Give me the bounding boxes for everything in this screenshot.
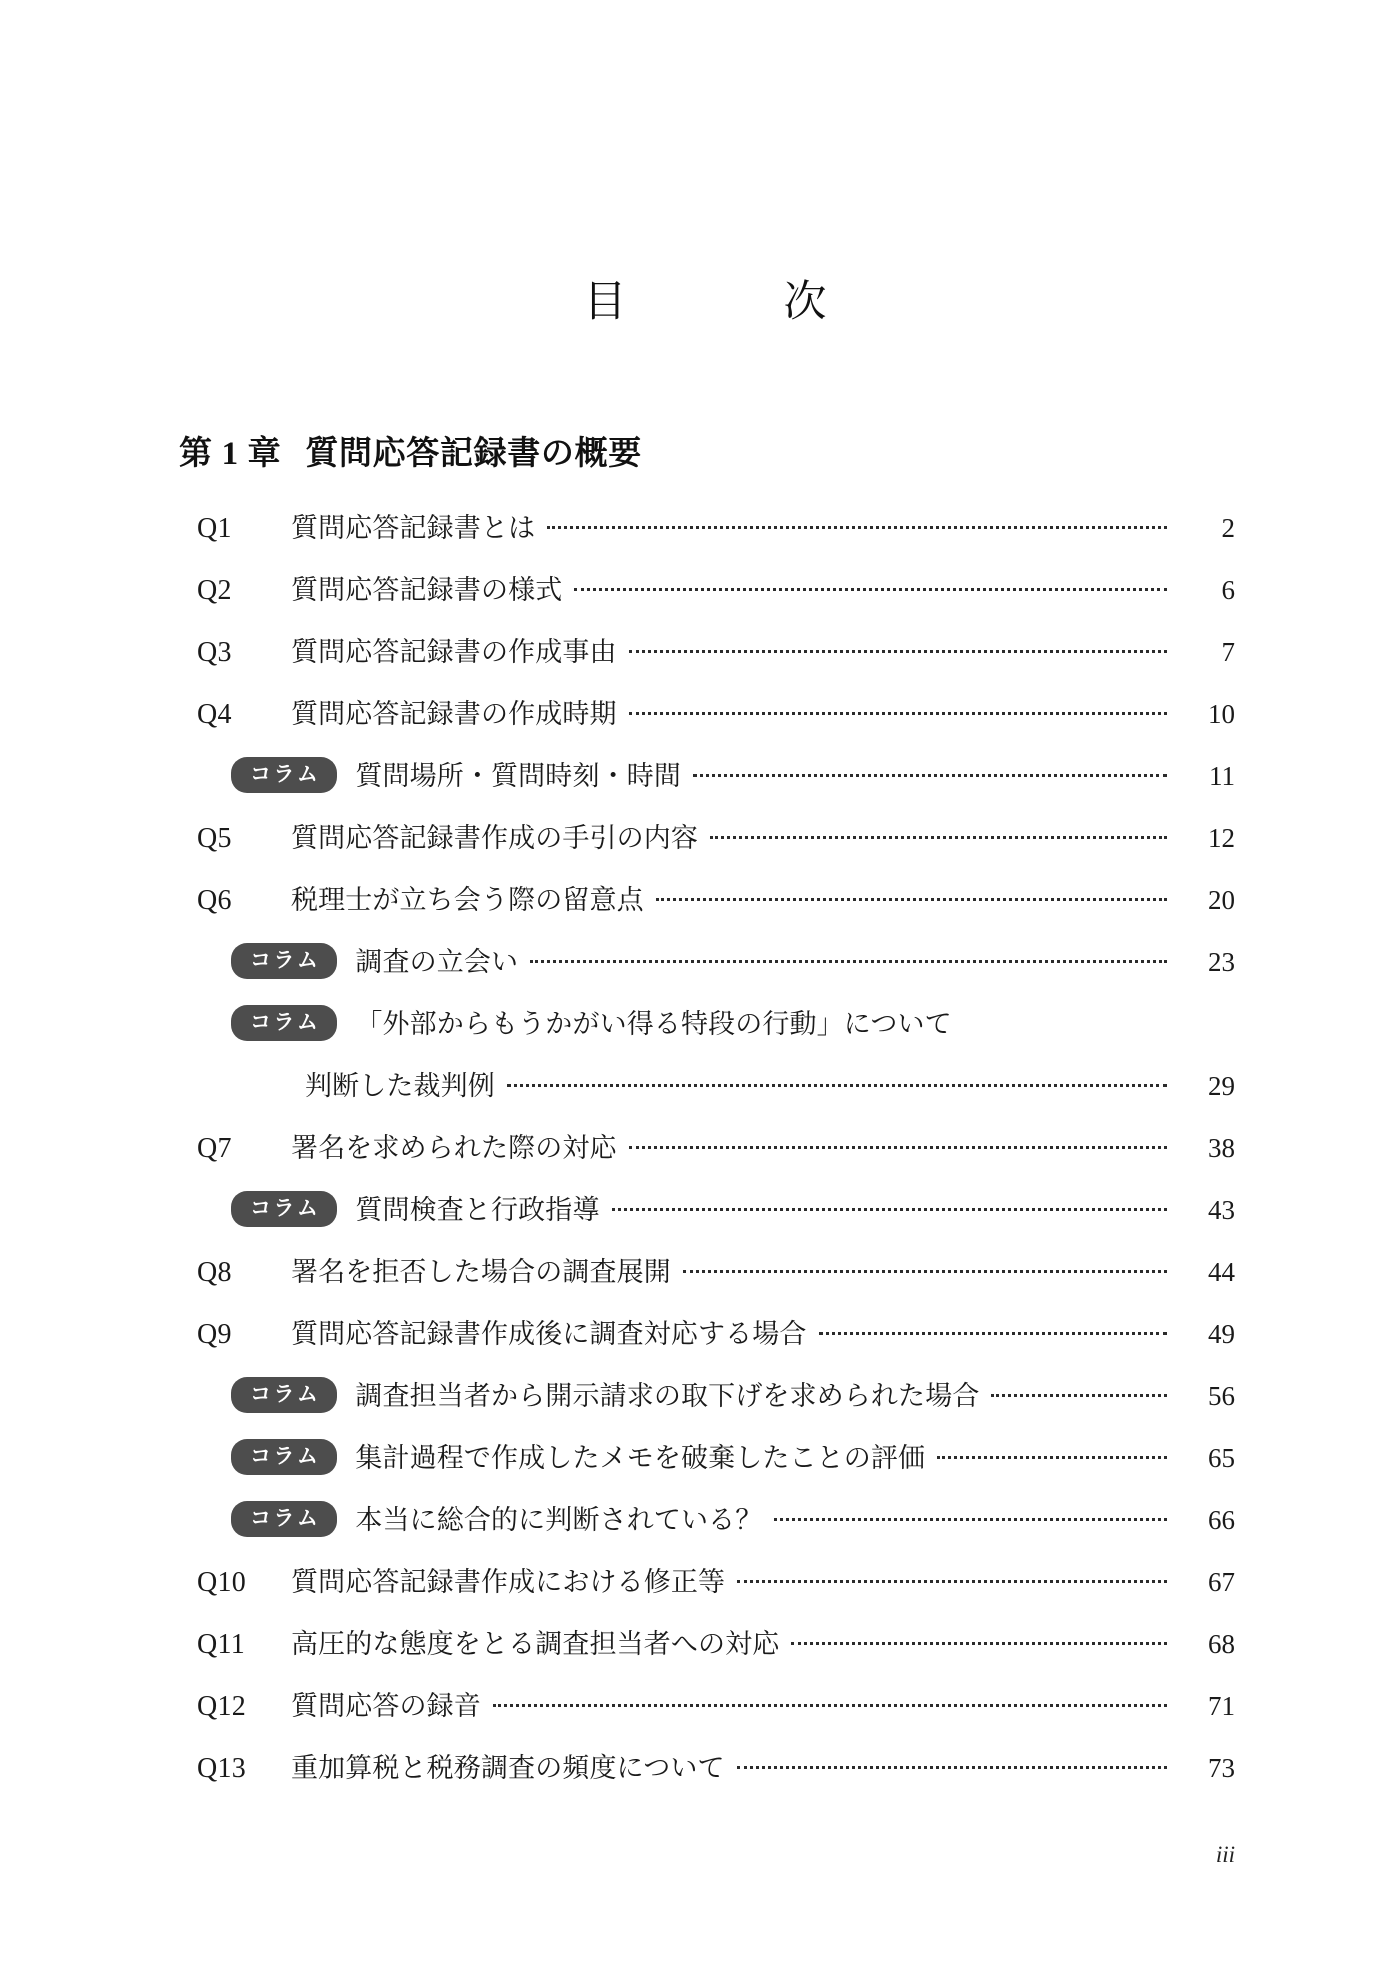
- toc-entry-question-label: Q13: [197, 1753, 247, 1784]
- toc-entry-question-label: Q11: [197, 1629, 246, 1660]
- toc-entry-title: 署名を拒否した場合の調査展開: [291, 1257, 671, 1287]
- toc-leader-dots: [612, 1192, 1167, 1219]
- toc-leader-dots: [819, 1316, 1167, 1343]
- toc-entry-title: 質問応答記録書作成における修正等: [291, 1567, 726, 1597]
- toc-entry[interactable]: [197, 1750, 1235, 1812]
- toc-leader-dots: [737, 1564, 1167, 1591]
- toc-entry-title: 調査担当者から開示請求の取下げを求められた場合: [355, 1381, 980, 1411]
- toc-entry-question-label: Q3: [197, 637, 232, 668]
- toc-entry-title: 質問場所・質問時刻・時間: [355, 761, 681, 791]
- toc-entry-question-label: Q5: [197, 823, 232, 854]
- toc-entry-page-number: 68: [1208, 1629, 1235, 1659]
- toc-leader-dots: [774, 1502, 1167, 1529]
- toc-leader-dots: [991, 1378, 1167, 1405]
- toc-entry-question-label: Q7: [197, 1133, 232, 1164]
- toc-entry-title: 調査の立会い: [355, 947, 519, 977]
- toc-entry-title: 質問応答記録書の様式: [291, 575, 563, 605]
- toc-entry-column-badge: コラム: [231, 1005, 337, 1041]
- toc-leader-dots: [693, 758, 1167, 785]
- toc-leader-dots: [547, 510, 1167, 537]
- toc-entry-page-number: 12: [1208, 823, 1235, 853]
- toc-entry-title: 質問応答記録書とは: [291, 513, 536, 543]
- toc-entry-page-number: 6: [1221, 575, 1235, 605]
- toc-entry-question-label: Q9: [197, 1319, 232, 1350]
- toc-entry-page-number: 73: [1208, 1753, 1235, 1783]
- toc-entry-page-number: 67: [1208, 1567, 1235, 1597]
- toc-entry-page-number: 44: [1208, 1257, 1235, 1287]
- toc-entry[interactable]: [197, 1626, 1235, 1688]
- toc-entry-page-number: 71: [1208, 1691, 1235, 1721]
- toc-leader-dots: [629, 696, 1167, 723]
- page-content: [175, 0, 1235, 1812]
- toc-leader-dots: [507, 1068, 1167, 1095]
- toc-entry-page-number: 29: [1208, 1071, 1235, 1101]
- toc-entry[interactable]: [197, 696, 1235, 758]
- toc-entry-page-number: 65: [1208, 1443, 1235, 1473]
- toc-entry[interactable]: [197, 1688, 1235, 1750]
- toc-entry[interactable]: [197, 758, 1235, 820]
- toc-entry-question-label: Q10: [197, 1567, 247, 1598]
- toc-entry-question-label: Q2: [197, 575, 232, 606]
- page-folio: iii: [1215, 1842, 1235, 1867]
- toc-entry[interactable]: [197, 572, 1235, 634]
- toc-entry-column-badge: コラム: [231, 1501, 337, 1537]
- toc-entry-page-number: 23: [1208, 947, 1235, 977]
- toc-entry-column-badge: コラム: [231, 1191, 337, 1227]
- toc-entry[interactable]: [197, 944, 1235, 1006]
- toc-leader-dots: [964, 1006, 1167, 1033]
- toc-entry[interactable]: [197, 1564, 1235, 1626]
- toc-entry-title: 税理士が立ち会う際の留意点: [291, 885, 644, 915]
- toc-entry[interactable]: [197, 1440, 1235, 1502]
- toc-leader-dots: [683, 1254, 1167, 1281]
- toc-leader-dots: [710, 820, 1167, 847]
- toc-entry-title: 本当に総合的に判断されている？: [355, 1505, 763, 1535]
- toc-entry-column-badge: コラム: [231, 1377, 337, 1413]
- toc-entry-page-number: 7: [1221, 637, 1235, 667]
- toc-entry-column-badge: コラム: [231, 1439, 337, 1475]
- toc-entry-question-label: Q1: [197, 513, 232, 544]
- toc-entry-title: 「外部からもうかがい得る特段の行動」について: [355, 1009, 952, 1039]
- toc-leader-dots: [629, 1130, 1167, 1157]
- toc-leader-dots: [629, 634, 1167, 661]
- toc-entry-page-number: 2: [1221, 513, 1235, 543]
- toc-entry-question-label: Q4: [197, 699, 232, 730]
- toc-entry-title: 判断した裁判例: [305, 1071, 495, 1101]
- chapter-heading: [179, 427, 1235, 474]
- toc-entry[interactable]: [197, 1130, 1235, 1192]
- toc-entry-page-number: 56: [1208, 1381, 1235, 1411]
- toc-entry-question-label: Q6: [197, 885, 232, 916]
- toc-entry-title: 集計過程で作成したメモを破棄したことの評価: [355, 1443, 926, 1473]
- toc-entry-page-number: 43: [1208, 1195, 1235, 1225]
- toc-entry-title: 重加算税と税務調査の頻度について: [291, 1753, 725, 1783]
- toc-entry[interactable]: [197, 1068, 1235, 1130]
- toc-entry-title: 質問応答記録書の作成事由: [291, 637, 617, 667]
- toc-leader-dots: [737, 1750, 1167, 1777]
- toc-leader-dots: [493, 1688, 1167, 1715]
- toc-entry-title: 質問応答記録書の作成時期: [291, 699, 617, 729]
- toc-leader-dots: [574, 572, 1167, 599]
- toc-leader-dots: [791, 1626, 1167, 1653]
- toc-leader-dots: [530, 944, 1167, 971]
- toc-entry-title: 質問検査と行政指導: [355, 1195, 600, 1225]
- page-title: 目 次: [583, 279, 851, 326]
- toc-entry-page-number: 10: [1208, 699, 1235, 729]
- toc-entry[interactable]: [197, 1316, 1235, 1378]
- toc-leader-dots: [937, 1440, 1167, 1467]
- toc-leader-dots: [656, 882, 1167, 909]
- toc-entry-page-number: 66: [1208, 1505, 1235, 1535]
- toc-entry[interactable]: [197, 1502, 1235, 1564]
- chapter-name: 質問応答記録書の概要: [305, 436, 642, 472]
- toc-entry-page-number: 20: [1208, 885, 1235, 915]
- toc-entry-page-number: 38: [1208, 1133, 1235, 1163]
- toc-entry[interactable]: [197, 1378, 1235, 1440]
- toc-entry-title: 質問応答記録書作成後に調査対応する場合: [291, 1319, 807, 1349]
- toc-entry-title: 質問応答記録書作成の手引の内容: [291, 823, 699, 853]
- toc-entry-column-badge: コラム: [231, 943, 337, 979]
- toc-entry[interactable]: [197, 1192, 1235, 1254]
- chapter-number: 第 1 章: [179, 436, 282, 472]
- toc-entry[interactable]: [197, 634, 1235, 696]
- toc-entry-question-label: Q8: [197, 1257, 232, 1288]
- toc-entry[interactable]: [197, 510, 1235, 572]
- table-of-contents: [175, 510, 1235, 1812]
- toc-entry-question-label: Q12: [197, 1691, 247, 1722]
- toc-entry[interactable]: [197, 882, 1235, 944]
- toc-entry-page-number: 49: [1208, 1319, 1235, 1349]
- toc-entry[interactable]: [197, 1006, 1235, 1068]
- toc-entry[interactable]: [197, 1254, 1235, 1316]
- toc-entry-column-badge: コラム: [231, 757, 337, 793]
- toc-entry[interactable]: [197, 820, 1235, 882]
- toc-entry-page-number: 11: [1209, 761, 1235, 791]
- toc-entry-title: 高圧的な態度をとる調査担当者への対応: [291, 1629, 780, 1659]
- toc-entry-title: 質問応答の録音: [291, 1691, 481, 1721]
- toc-entry-title: 署名を求められた際の対応: [291, 1133, 617, 1163]
